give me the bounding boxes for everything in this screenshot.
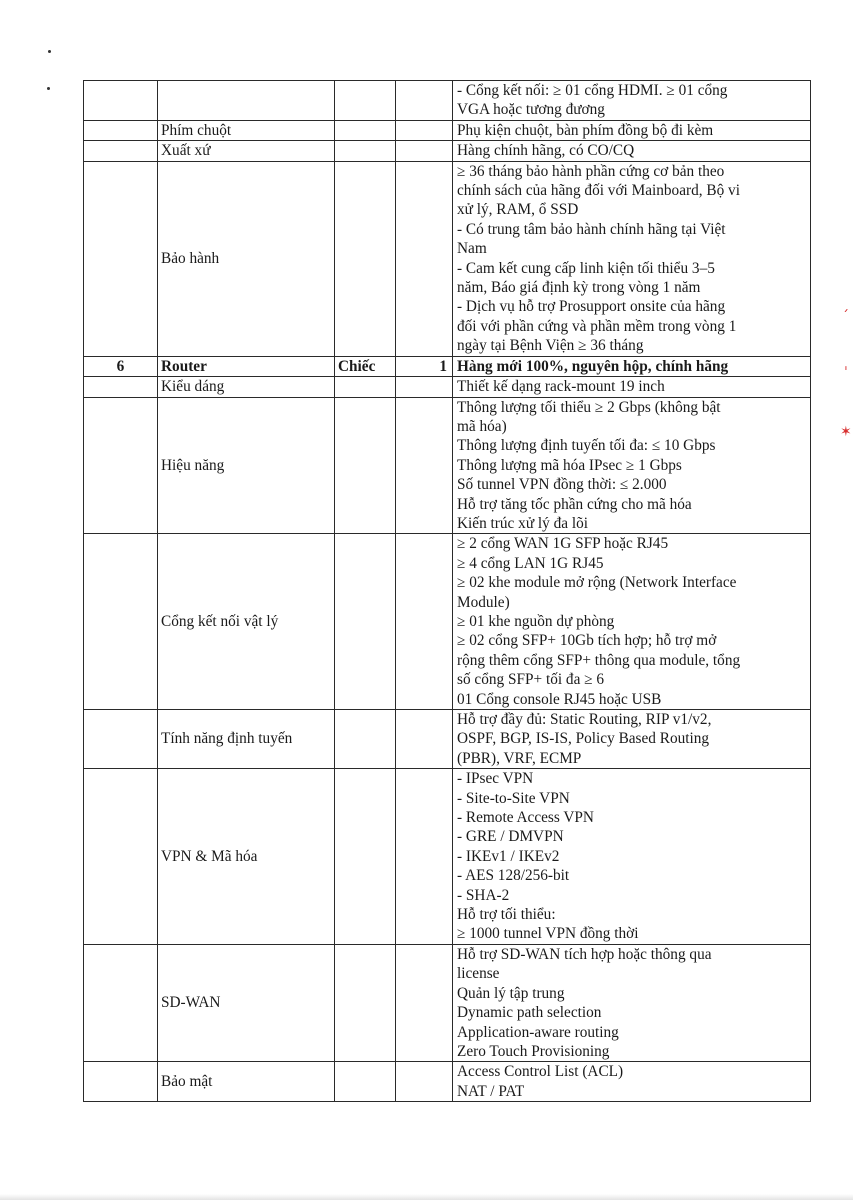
spec-line: - Dịch vụ hỗ trợ Prosupport onsite của hãng (457, 298, 726, 316)
table-row (84, 377, 811, 397)
unit-cell: Chiếc (335, 356, 396, 376)
item-name-cell: Phím chuột (158, 120, 335, 140)
spec-line: mã hóa) (457, 417, 507, 435)
spec-line: Application-aware routing (457, 1023, 619, 1041)
item-name-cell (158, 81, 335, 121)
spec-line: Hàng chính hãng, có CO/CQ (457, 142, 635, 160)
spec-line: Access Control List (ACL) (457, 1063, 624, 1081)
spec-line: - AES 128/256-bit (457, 867, 570, 885)
quantity-cell (396, 944, 453, 1061)
spec-line: - Cổng kết nối: ≥ 01 cổng HDMI. ≥ 01 cổng (457, 82, 728, 99)
spec-line: license (457, 965, 500, 983)
scan-speck (48, 50, 51, 53)
unit-cell (335, 944, 396, 1061)
spec-line: Hỗ trợ tăng tốc phần cứng cho mã hóa (457, 495, 692, 513)
item-name-cell: VPN & Mã hóa (158, 769, 335, 945)
spec-line: VGA hoặc tương đương (457, 101, 605, 119)
table-row (84, 141, 811, 161)
spec-line: Phụ kiện chuột, bàn phím đồng bộ đi kèm (457, 121, 714, 139)
spec-line: Hỗ trợ SD-WAN tích hợp hoặc thông qua (457, 945, 712, 963)
row-number-cell (84, 534, 158, 710)
row-number-cell (84, 120, 158, 140)
unit-cell (335, 710, 396, 769)
spec-line: - Site-to-Site VPN (457, 789, 570, 807)
table-row (84, 1062, 811, 1102)
table-row (84, 161, 811, 356)
item-name-cell: Hiệu năng (158, 397, 335, 534)
spec-line: Dynamic path selection (457, 1004, 602, 1022)
unit-cell (335, 377, 396, 397)
table-row (84, 534, 811, 710)
item-name-cell: SD-WAN (158, 944, 335, 1061)
quantity-cell (396, 161, 453, 356)
unit-cell (335, 81, 396, 121)
spec-line: 01 Cổng console RJ45 hoặc USB (457, 690, 662, 708)
spec-line: - SHA-2 (457, 886, 510, 904)
spec-line: ≥ 02 khe module mở rộng (Network Interface (457, 574, 737, 592)
spec-line: Nam (457, 240, 487, 258)
spec-line: đối với phần cứng và phần mềm trong vòng 1 (457, 317, 737, 335)
row-number-cell (84, 944, 158, 1061)
spec-line: ≥ 4 cổng LAN 1G RJ45 (457, 554, 604, 572)
item-name-cell: Tính năng định tuyến (158, 710, 335, 769)
row-number-cell (84, 397, 158, 534)
spec-line: Hỗ trợ đầy đủ: Static Routing, RIP v1/v2, (457, 711, 712, 728)
spec-line: - GRE / DMVPN (457, 828, 564, 846)
spec-line: Thông lượng tối thiểu ≥ 2 Gbps (không bật (457, 398, 721, 416)
spec-line: - IKEv1 / IKEv2 (457, 847, 560, 865)
unit-cell (335, 1062, 396, 1102)
quantity-cell (396, 81, 453, 121)
spec-line: (PBR), VRF, ECMP (457, 749, 582, 767)
quantity-cell (396, 769, 453, 945)
item-name-cell: Xuất xứ (158, 141, 335, 161)
spec-line: xử lý, RAM, ổ SSD (457, 201, 579, 219)
item-name-cell: Bảo mật (158, 1062, 335, 1102)
spec-line: ≥ 36 tháng bảo hành phần cứng cơ bản theo (457, 162, 725, 180)
spec-line: Hỗ trợ tối thiểu: (457, 906, 556, 924)
quantity-cell (396, 120, 453, 140)
spec-line: rộng thêm cổng SFP+ thông qua module, tổng (457, 651, 741, 669)
specification-cell (453, 377, 811, 397)
spec-line: - Có trung tâm bảo hành chính hãng tại Việt (457, 220, 726, 238)
specification-cell (453, 141, 811, 161)
spec-line: ngày tại Bệnh Viện ≥ 36 tháng (457, 337, 644, 355)
table-row (84, 769, 811, 945)
spec-line: - Cam kết cung cấp linh kiện tối thiểu 3–5 (457, 259, 715, 277)
row-number-cell (84, 769, 158, 945)
spec-line: Hàng mới 100%, nguyên hộp, chính hãng (457, 357, 729, 375)
specification-cell (453, 944, 811, 1061)
spec-line: Thông lượng mã hóa IPsec ≥ 1 Gbps (457, 456, 682, 474)
table-row (84, 710, 811, 769)
quantity-cell: 1 (396, 356, 453, 376)
specification-cell (453, 81, 811, 121)
scan-speck (47, 87, 50, 90)
spec-line: Thông lượng định tuyến tối đa: ≤ 10 Gbps (457, 437, 716, 455)
unit-cell (335, 120, 396, 140)
specification-cell (453, 356, 811, 376)
quantity-cell (396, 397, 453, 534)
spec-line: - IPsec VPN (457, 770, 534, 788)
unit-cell (335, 769, 396, 945)
spec-line: số cổng SFP+ tối đa ≥ 6 (457, 671, 605, 689)
unit-cell (335, 534, 396, 710)
table-row (84, 397, 811, 534)
spec-line: Số tunnel VPN đồng thời: ≤ 2.000 (457, 476, 667, 494)
spec-line: NAT / PAT (457, 1082, 525, 1100)
quantity-cell (396, 710, 453, 769)
spec-line: chính sách của hãng đối với Mainboard, Bộ vi (457, 182, 740, 200)
quantity-cell (396, 1062, 453, 1102)
quantity-cell (396, 377, 453, 397)
spec-line: Zero Touch Provisioning (457, 1042, 610, 1060)
spec-line: ≥ 02 cổng SFP+ 10Gb tích hợp; hỗ trợ mở (457, 632, 717, 650)
item-name-cell: Router (158, 356, 335, 376)
unit-cell (335, 141, 396, 161)
item-name-cell: Bảo hành (158, 161, 335, 356)
spec-line: năm, Báo giá định kỳ trong vòng 1 năm (457, 279, 701, 297)
row-number-cell (84, 141, 158, 161)
stamp-fragment: ✶ (840, 424, 852, 440)
spec-line: OSPF, BGP, IS-IS, Policy Based Routing (457, 730, 710, 748)
specification-cell (453, 397, 811, 534)
stamp-fragment: ˌ (844, 356, 848, 372)
quantity-cell (396, 534, 453, 710)
specification-cell (453, 710, 811, 769)
specification-cell (453, 534, 811, 710)
item-name-cell: Cổng kết nối vật lý (158, 534, 335, 710)
table-row (84, 356, 811, 376)
row-number-cell (84, 161, 158, 356)
table-row (84, 944, 811, 1061)
row-number-cell: 6 (84, 356, 158, 376)
unit-cell (335, 161, 396, 356)
specification-cell (453, 161, 811, 356)
spec-line: Module) (457, 593, 510, 611)
spec-line: ≥ 1000 tunnel VPN đồng thời (457, 925, 639, 943)
row-number-cell (84, 377, 158, 397)
spec-line: ≥ 2 cổng WAN 1G SFP hoặc RJ45 (457, 535, 669, 553)
unit-cell (335, 397, 396, 534)
row-number-cell (84, 81, 158, 121)
specification-cell (453, 120, 811, 140)
spec-line: ≥ 01 khe nguồn dự phòng (457, 612, 615, 630)
table-row (84, 120, 811, 140)
specification-cell (453, 769, 811, 945)
table-row (84, 81, 811, 121)
spec-line: Quản lý tập trung (457, 984, 565, 1002)
spec-line: - Remote Access VPN (457, 809, 594, 827)
scan-bottom-edge (0, 1194, 853, 1200)
specification-cell (453, 1062, 811, 1102)
item-name-cell: Kiểu dáng (158, 377, 335, 397)
spec-line: Kiến trúc xử lý đa lõi (457, 514, 589, 532)
spec-table (83, 80, 811, 1102)
row-number-cell (84, 710, 158, 769)
row-number-cell (84, 1062, 158, 1102)
quantity-cell (396, 141, 453, 161)
spec-line: Thiết kế dạng rack-mount 19 inch (457, 378, 665, 396)
stamp-fragment: ˊ (842, 309, 849, 325)
